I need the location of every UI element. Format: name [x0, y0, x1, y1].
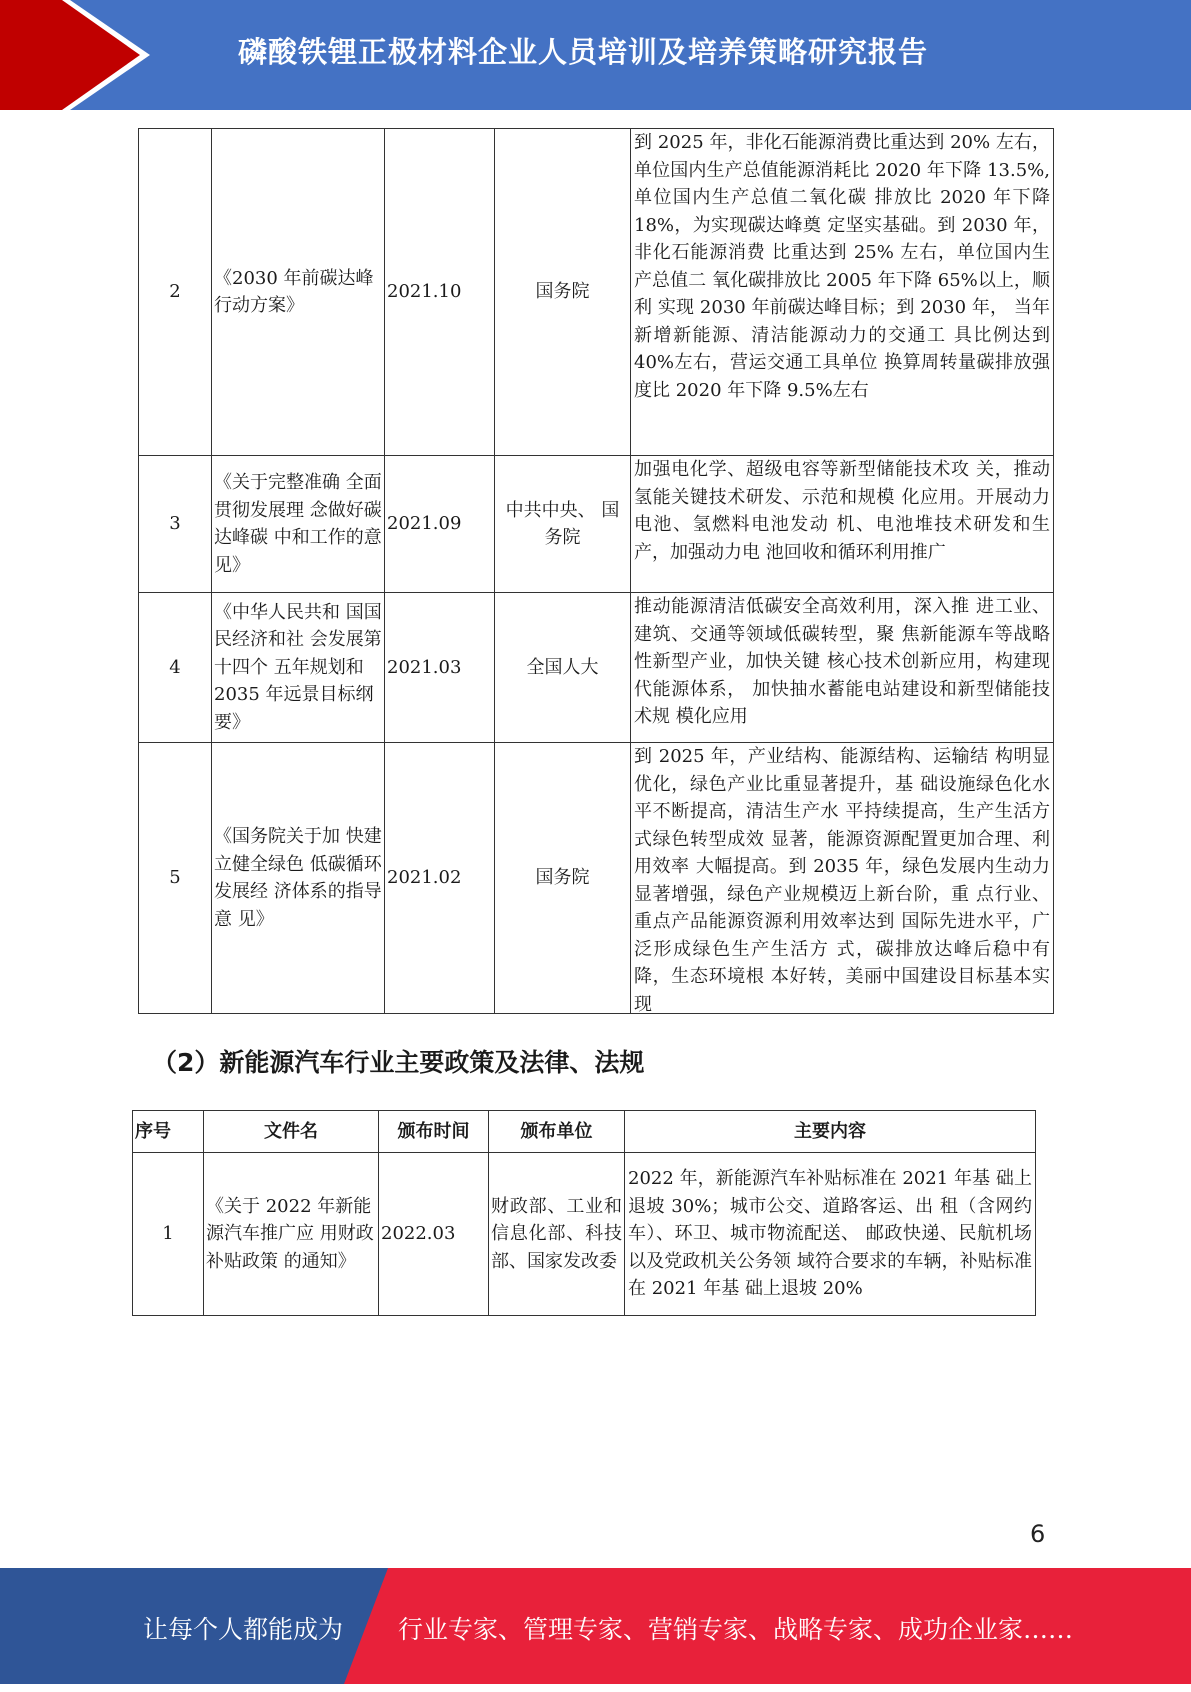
row-number: 1 — [133, 1153, 204, 1316]
main-content-text: 到 2025 年，产业结构、能源结构、运输结 构明显优化，绿色产业比重显著提升，基 础设施绿色化水平不断提高，清洁生产水 平持续提高，生产生活方式绿色转型成效 显著，能源资源配置更加合理、利用效率 大幅提高。到 2035 年，绿色发展内生动力 显著增强，绿色产业规模迈上新台阶，重 点行业、重点产品能源资源利用效率达到 国际先进水平，广泛形成绿色生产生活方 式，碳排放达峰后稳中有降，生态环境根 本好转，美丽中国建设目标基本实现 — [634, 746, 1050, 1013]
policy-table-continued — [138, 128, 1054, 1014]
section-heading: （2）新能源汽车行业主要政策及法律、法规 — [152, 1048, 645, 1077]
issue-date: 2022.03 — [379, 1153, 489, 1316]
document-name: 《国务院关于加 快建立健全绿色 低碳循环发展经 济体系的指导意 见》 — [212, 743, 385, 1014]
header-main-content: 主要内容 — [625, 1111, 1036, 1153]
main-content: 推动能源清洁低碳安全高效利用，深入推 进工业、建筑、交通等领域低碳转型，聚 焦新能源车等战略性新型产业，加快关键 核心技术创新应用，构建现代能源体系， 加快抽水蓄能电站建设和新型储能技术规 模化应用 — [631, 593, 1054, 743]
footer-slogan-right: 行业专家、管理专家、营销专家、战略专家、成功企业家…… — [398, 1615, 1074, 1644]
row-number: 5 — [139, 743, 212, 1014]
main-content: 2022 年，新能源汽车补贴标准在 2021 年基 础上退坡 30%；城市公交、道路客运、出 租（含网约车）、环卫、城市物流配送、 邮政快递、民航机场以及党政机关公务领 域符合要求的车辆，补贴标准在 2021 年基 础上退坡 20% — [625, 1153, 1036, 1316]
row-number: 3 — [139, 456, 212, 593]
document-name: 《中华人民共和 国国民经济和社 会发展第十四个 五年规划和 2035 年远景目标纲 要》 — [212, 593, 385, 743]
issuing-body: 全国人大 — [495, 593, 631, 743]
row-number: 4 — [139, 593, 212, 743]
page-header — [0, 0, 1191, 110]
footer-slogan-left: 让每个人都能成为 — [143, 1615, 344, 1644]
header-document-name: 文件名 — [204, 1111, 379, 1153]
document-name: 《关于 2022 年新能源汽车推广应 用财政补贴政策 的通知》 — [204, 1153, 379, 1316]
table-row — [139, 129, 1054, 456]
table-row — [139, 593, 1054, 743]
issue-date: 2021.10 — [385, 129, 495, 456]
issuing-body: 财政部、工业和信息化部、科技部、国家发改委 — [489, 1153, 625, 1316]
main-content — [631, 743, 1054, 1014]
table-row — [139, 456, 1054, 593]
main-content: 加强电化学、超级电容等新型储能技术攻 关，推动氢能关键技术研发、示范和规模 化应用。开展动力电池、氢燃料电池发动 机、电池堆技术研发和生产，加强动力电 池回收和循环利用推广 — [631, 456, 1054, 593]
issuing-body: 中共中央、 国务院 — [495, 456, 631, 593]
document-name: 《关于完整准确 全面贯彻发展理 念做好碳达峰碳 中和工作的意 见》 — [212, 456, 385, 593]
report-title: 磷酸铁锂正极材料企业人员培训及培养策略研究报告 — [238, 35, 929, 69]
page-footer — [0, 1568, 1191, 1684]
header-issue-date: 颁布时间 — [379, 1111, 489, 1153]
issuing-body: 国务院 — [495, 743, 631, 1014]
issuing-body: 国务院 — [495, 129, 631, 456]
table-row — [139, 743, 1054, 1014]
header-chevron-decoration — [0, 0, 150, 110]
main-content: 到 2025 年，非化石能源消费比重达到 20% 左右，单位国内生产总值能源消耗比 2020 年下降 13.5%,单位国内生产总值二氧化碳 排放比 2020 年下降 18%，为实现碳达峰奠 定坚实基础。到 2030 年，非化石能源消费 比重达到 25% 左右，单位国内生产总值二 氧化碳排放比 2005 年下降 65%以上，顺利 实现 2030 年前碳达峰目标；到 2030 年， 当年新增新能源、清洁能源动力的交通工 具比例达到 40%左右，营运交通工具单位 换算周转量碳排放强度比 2020 年下降 9.5%左右 — [631, 129, 1054, 456]
table-row — [133, 1153, 1036, 1316]
page-number: 6 — [1030, 1520, 1046, 1548]
issue-date: 2021.03 — [385, 593, 495, 743]
issue-date: 2021.09 — [385, 456, 495, 593]
document-name: 《2030 年前碳达峰行动方案》 — [212, 129, 385, 456]
header-serial: 序号 — [133, 1111, 204, 1153]
issue-date: 2021.02 — [385, 743, 495, 1014]
table-header-row — [133, 1111, 1036, 1153]
header-issuing-body: 颁布单位 — [489, 1111, 625, 1153]
nev-policy-table — [132, 1110, 1036, 1316]
row-number: 2 — [139, 129, 212, 456]
